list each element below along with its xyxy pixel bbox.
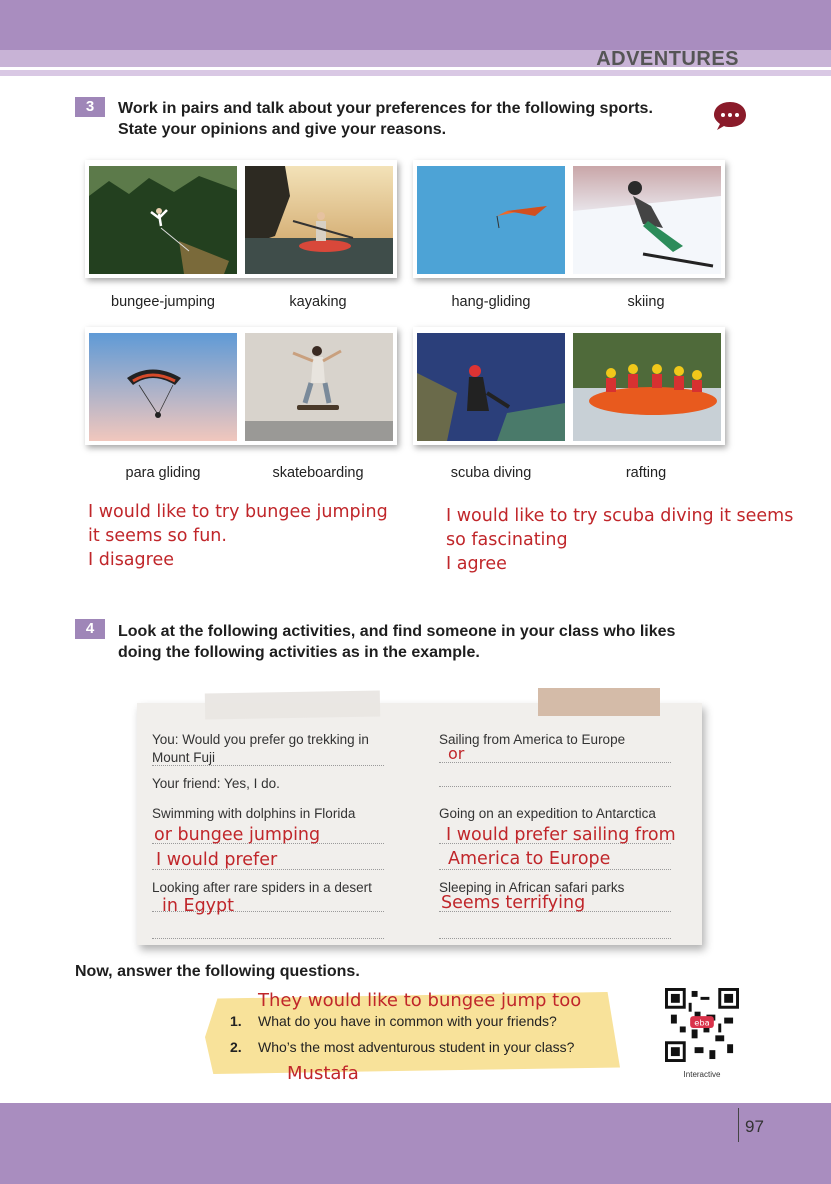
- qr-code[interactable]: [665, 988, 739, 1062]
- handwritten-antarctica-2: America to Europe: [448, 849, 611, 869]
- kayaking-photo: [245, 166, 393, 274]
- caption-scuba-diving: scuba diving: [450, 465, 532, 481]
- exercise-4-number: 4: [75, 619, 105, 639]
- exercise-3-instruction: [118, 98, 653, 140]
- answer-line[interactable]: [439, 938, 671, 939]
- skateboarding-photo: [245, 333, 393, 441]
- tape-decoration: [538, 688, 660, 716]
- exercise-3-instruction-line2: State your opinions and give your reasons.: [118, 121, 447, 138]
- para-gliding-photo: [89, 333, 237, 441]
- handwritten-answer-1: They would like to bungee jump too: [258, 990, 582, 1011]
- example-friend-line: Your friend: Yes, I do.: [152, 776, 280, 791]
- photo-group-scuba-rafting: [413, 327, 725, 445]
- question-2: [230, 1039, 574, 1055]
- answer-line[interactable]: [439, 762, 671, 763]
- question-number: 1.: [230, 1013, 242, 1029]
- scuba-diving-photo: [417, 333, 565, 441]
- qr-label: Interactive: [683, 1070, 721, 1079]
- tape-decoration: [205, 690, 380, 719]
- handwritten-line: I would like to try bungee jumping: [88, 502, 388, 522]
- question-number: 2.: [230, 1039, 242, 1055]
- answer-line[interactable]: [439, 786, 671, 787]
- photo-group-paragliding-skateboarding: [85, 327, 397, 445]
- question-text: What do you have in common with your friends?: [258, 1013, 557, 1029]
- handwritten-dolphins-1: or bungee jumping: [154, 825, 321, 845]
- question-text: Who’s the most adventurous student in your class?: [258, 1039, 575, 1055]
- speech-bubble-icon: [712, 100, 748, 132]
- question-1: [230, 1013, 557, 1029]
- answer-line[interactable]: [152, 938, 384, 939]
- hang-gliding-photo: [417, 166, 565, 274]
- caption-skateboarding: skateboarding: [272, 465, 364, 481]
- caption-kayaking: kayaking: [289, 294, 347, 310]
- handwritten-line: I would like to try scuba diving it seems: [446, 506, 794, 526]
- questions-heading: Now, answer the following questions.: [75, 963, 360, 980]
- exercise-4-instruction-line2: doing the following activities as in the example.: [118, 644, 480, 661]
- handwritten-safari: Seems terrifying: [441, 893, 586, 913]
- handwritten-line: I agree: [446, 554, 507, 574]
- caption-hang-gliding: hang-gliding: [451, 294, 531, 310]
- eba-logo-text: eba: [694, 1017, 710, 1028]
- handwritten-answer-2: Mustafa: [287, 1063, 359, 1084]
- handwritten-answer-right: [446, 504, 793, 576]
- activity-safari: Sleeping in African safari parks: [439, 880, 625, 895]
- activity-spiders: Looking after rare spiders in a desert: [152, 880, 372, 895]
- exercise-3-instruction-line1: Work in pairs and talk about your preferences for the following sports.: [118, 100, 653, 117]
- handwritten-sailing: or: [448, 744, 465, 763]
- answer-line[interactable]: [152, 765, 384, 766]
- caption-para-gliding: para gliding: [125, 465, 201, 481]
- example-you-line-cont: Mount Fuji: [152, 750, 216, 765]
- skiing-photo: [573, 166, 721, 274]
- activity-dolphins: Swimming with dolphins in Florida: [152, 806, 356, 821]
- example-you-line: You: Would you prefer go trekking in: [152, 732, 369, 747]
- header-band: [0, 0, 831, 50]
- caption-bungee-jumping: bungee-jumping: [111, 294, 215, 310]
- unit-title: ADVENTURES: [596, 48, 739, 70]
- footer-band: [0, 1103, 831, 1184]
- caption-rafting: rafting: [625, 465, 667, 481]
- exercise-4-instruction-line1: Look at the following activities, and find someone in your class who likes: [118, 623, 676, 640]
- handwritten-antarctica-1: I would prefer sailing from: [446, 825, 676, 845]
- bungee-jumping-photo: [89, 166, 237, 274]
- activity-antarctica: Going on an expedition to Antarctica: [439, 806, 656, 821]
- caption-skiing: skiing: [627, 294, 665, 310]
- page-number: 97: [738, 1108, 764, 1142]
- handwritten-line: I disagree: [88, 550, 174, 570]
- activity-sailing: Sailing from America to Europe: [439, 732, 626, 747]
- exercise-3-number: 3: [75, 97, 105, 117]
- handwritten-line: it seems so fun.: [88, 526, 227, 546]
- photo-group-bungee-kayaking: [85, 160, 397, 278]
- handwritten-line: so fascinating: [446, 530, 568, 550]
- rafting-photo: [573, 333, 721, 441]
- exercise-4-instruction: [118, 621, 675, 663]
- handwritten-answer-left: [88, 500, 388, 572]
- handwritten-spiders: in Egypt: [162, 896, 235, 916]
- photo-group-hanggliding-skiing: [413, 160, 725, 278]
- handwritten-dolphins-2: I would prefer: [156, 850, 278, 870]
